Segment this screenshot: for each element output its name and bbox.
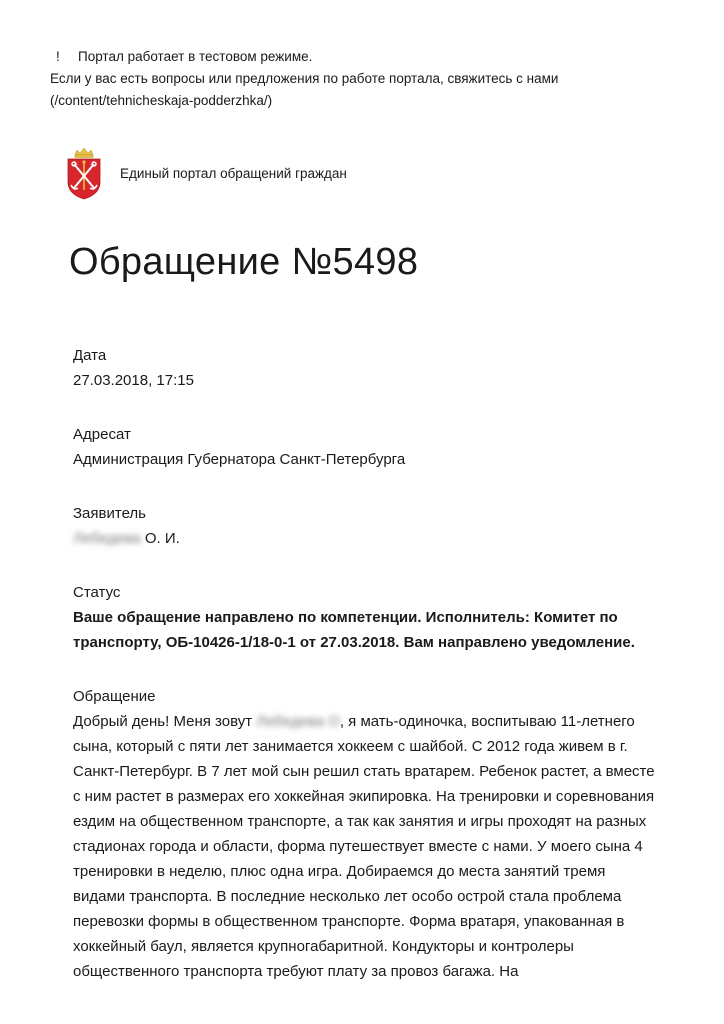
notice-support-link[interactable]: (/content/tehnicheskaja-podderzhka/) [50,93,273,108]
redacted-surname: Лебедева [73,530,145,547]
status-value: Ваше обращение направлено по компетенции. Исполнитель: Комитет по транспорту, ОБ-10426-1/18-0-1 от 27.03.2018. Вам направлено уведомление. [73,609,635,651]
appeal-text [73,709,658,984]
addressee-label: Адресат [73,426,131,443]
appeal-text-start: Добрый день! Меня зовут [73,713,257,730]
spb-coat-of-arms-icon [67,148,101,200]
notice-first-line [50,46,710,68]
notice-test-mode-text: Портал работает в тестовом режиме. [78,49,313,64]
appeal-label: Обращение [73,688,156,705]
applicant-label: Заявитель [73,505,146,522]
addressee-value: Администрация Губернатора Санкт-Петербурга [73,451,406,468]
applicant-value [73,526,663,551]
status-label: Статус [73,584,121,601]
appeal-details [73,343,663,984]
appeal-field [73,684,663,984]
addressee-field [73,422,663,472]
portal-name: Единый портал обращений граждан [120,166,347,181]
date-field [73,343,663,393]
portal-header[interactable] [67,148,347,200]
notice-contact-text: Если у вас есть вопросы или предложения по работе портала, свяжитесь с нами [50,71,559,86]
status-field [73,580,663,655]
warning-icon: ! [56,49,60,64]
redacted-name: Лебедева О [256,713,340,730]
page-title: Обращение №5498 [69,241,419,283]
test-mode-notice [50,46,710,112]
appeal-text-rest: , я мать-одиночка, воспитываю 11-летнего сына, который с пяти лет занимается хоккеем с шайбой. С 2012 года живем в г. Санкт-Петербург. В 7 лет мой сын решил стать вратарем. Ребенок растет, а вместе с ним растет в размерах его хоккейная экипировка. На тренировки и соревнования ездим на общественном транспорте, а так как занятия и игры проходят на разных стадионах города и области, форма путешествует вместе с нами. У моего сына 4 тренировки в неделю, плюс одна игра. Добираемся до места занятий тремя видами транспорта. В последние несколько лет особо острой стала проблема перевозки формы в общественном транспорте. Форма вратаря, упакованная в хоккейный баул, является крупногабаритной. Кондукторы и контролеры общественного транспорта требуют плату за провоз багажа. На [73,713,655,980]
applicant-initials: О. И. [144,530,180,547]
date-value: 27.03.2018, 17:15 [73,372,194,389]
date-label: Дата [73,347,107,364]
applicant-field [73,501,663,551]
